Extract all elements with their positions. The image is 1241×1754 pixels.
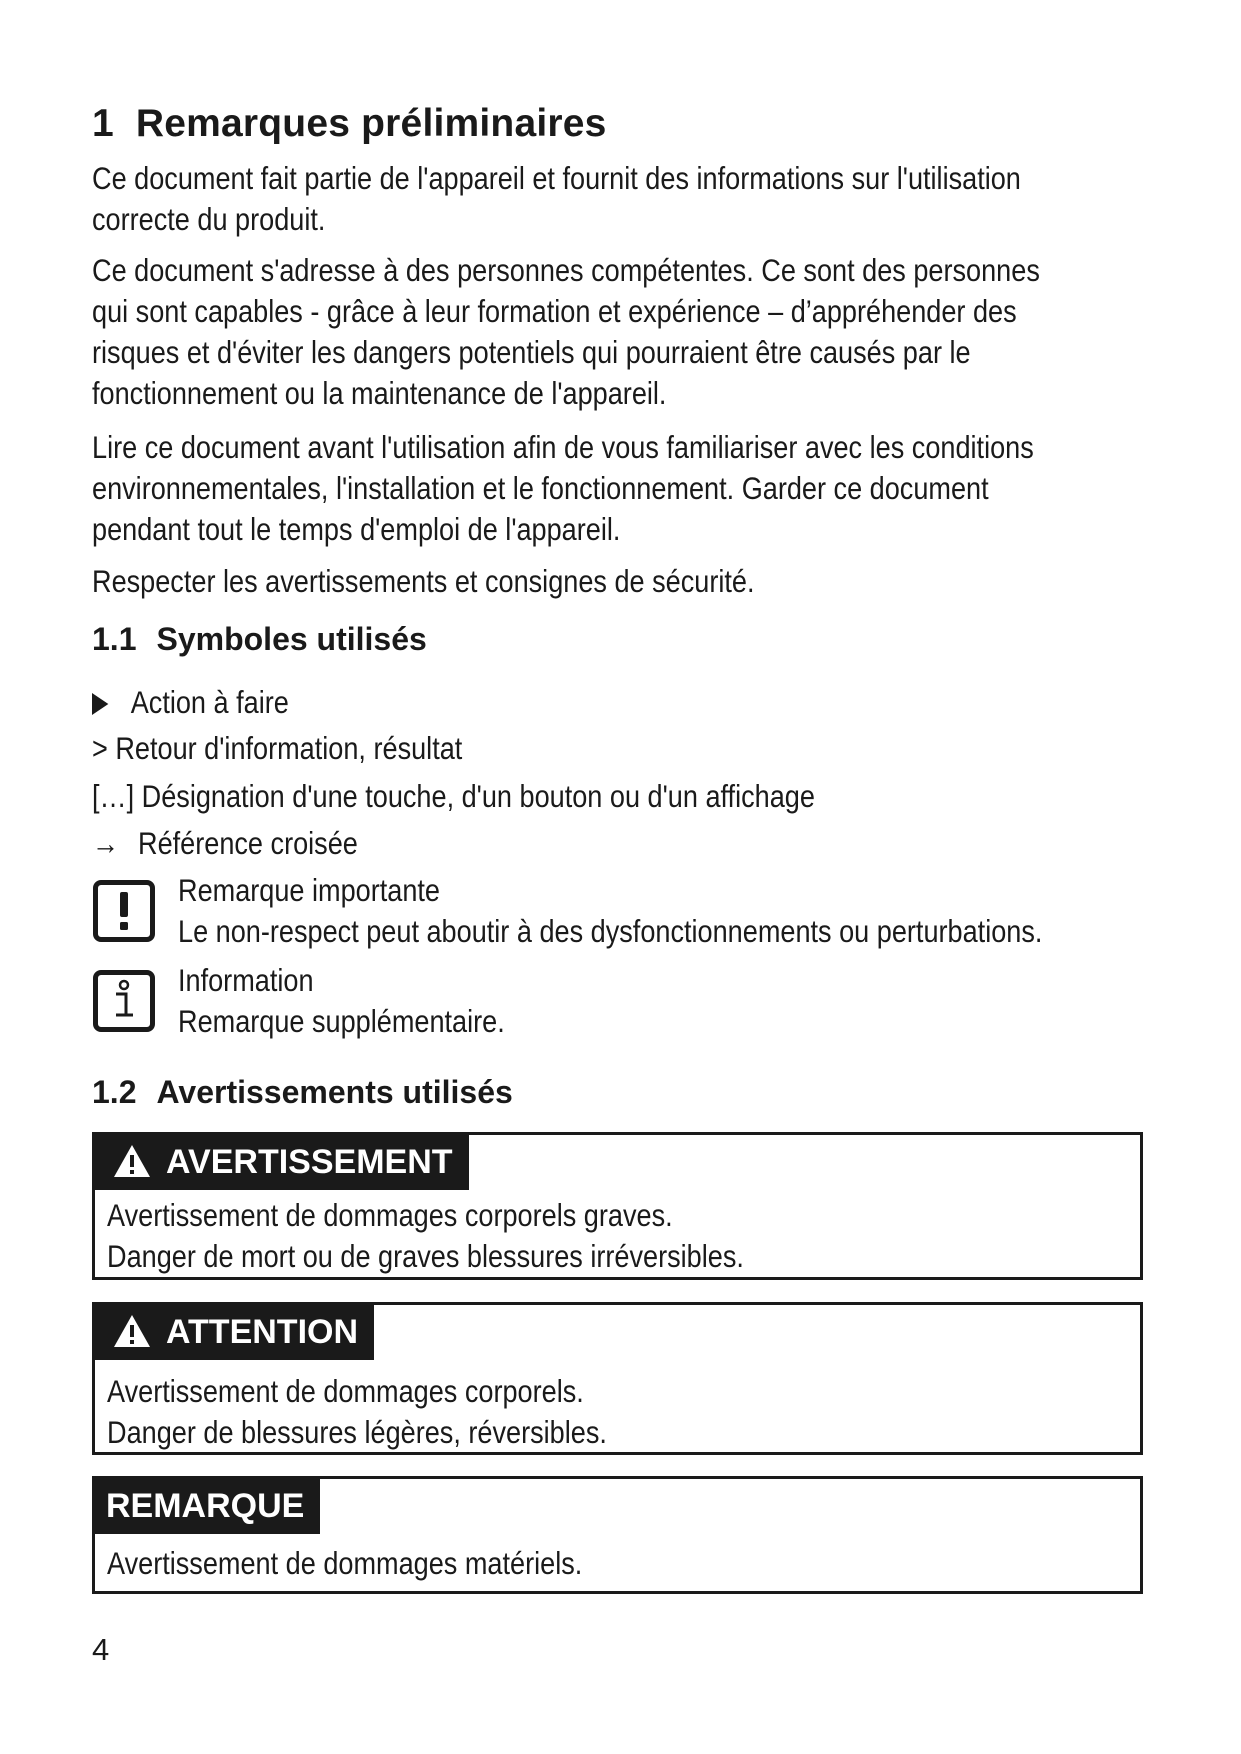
warning-triangle-icon bbox=[112, 1313, 152, 1349]
text-line: Danger de blessures légères, réversibles. bbox=[107, 1414, 607, 1450]
text-line: risques et d'éviter les dangers potentiels qui pourraient être causés par le bbox=[92, 334, 971, 370]
information-note bbox=[178, 960, 505, 1042]
text-line: qui sont capables - grâce à leur formation et expérience – d’appréhender des bbox=[92, 293, 1017, 329]
paragraph-3 bbox=[92, 427, 1034, 550]
section-1-1-heading bbox=[92, 621, 427, 658]
section-1-2-heading bbox=[92, 1074, 513, 1111]
warning-text bbox=[107, 1371, 607, 1453]
warning-label bbox=[92, 1302, 374, 1360]
page-number: 4 bbox=[92, 1632, 110, 1667]
text-line: correcte du produit. bbox=[92, 201, 326, 237]
play-triangle-icon bbox=[92, 693, 108, 715]
important-note-title: Remarque importante bbox=[178, 872, 441, 908]
info-icon bbox=[93, 970, 155, 1032]
warning-box-remarque bbox=[92, 1476, 1143, 1594]
text-line: Ce document s'adresse à des personnes compétentes. Ce sont des personnes bbox=[92, 252, 1040, 288]
text-line: Respecter les avertissements et consignes de sécurité. bbox=[92, 563, 755, 599]
symbol-crossref bbox=[92, 823, 358, 864]
warning-label-text: ATTENTION bbox=[166, 1313, 359, 1351]
warning-box-avertissement bbox=[92, 1132, 1143, 1280]
section-title: Symboles utilisés bbox=[156, 621, 427, 657]
warning-label bbox=[92, 1476, 320, 1534]
warning-text bbox=[107, 1195, 744, 1277]
symbol-crossref-text: Référence croisée bbox=[138, 825, 358, 861]
right-arrow-icon: → bbox=[92, 825, 120, 861]
symbol-feedback bbox=[92, 728, 462, 769]
text-line: Avertissement de dommages corporels graves. bbox=[107, 1197, 673, 1233]
warning-label-text: AVERTISSEMENT bbox=[166, 1143, 453, 1181]
section-number: 1.1 bbox=[92, 621, 137, 657]
warning-label-text: REMARQUE bbox=[106, 1487, 305, 1525]
warning-box-attention bbox=[92, 1302, 1143, 1455]
symbol-feedback-text: > Retour d'information, résultat bbox=[92, 730, 463, 766]
symbol-action-text: Action à faire bbox=[130, 684, 289, 720]
text-line: Lire ce document avant l'utilisation afin de vous familiariser avec les conditions bbox=[92, 429, 1034, 465]
paragraph-2 bbox=[92, 250, 1040, 414]
exclamation-icon bbox=[93, 880, 155, 942]
text-line: Ce document fait partie de l'appareil et fournit des informations sur l'utilisation bbox=[92, 160, 1021, 196]
text-line: Avertissement de dommages corporels. bbox=[107, 1373, 584, 1409]
section-number: 1 bbox=[92, 102, 114, 145]
symbol-action bbox=[92, 682, 289, 723]
important-note-text: Le non-respect peut aboutir à des dysfonctionnements ou perturbations. bbox=[178, 913, 1043, 949]
information-note-text: Remarque supplémentaire. bbox=[178, 1003, 505, 1039]
symbol-designation-text: […] Désignation d'une touche, d'un bouton ou d'un affichage bbox=[92, 778, 815, 814]
text-line: Danger de mort ou de graves blessures irréversibles. bbox=[107, 1238, 744, 1274]
warning-label bbox=[92, 1132, 469, 1190]
text-line: Avertissement de dommages matériels. bbox=[107, 1545, 583, 1581]
warning-triangle-icon bbox=[112, 1143, 152, 1179]
paragraph-1 bbox=[92, 158, 1021, 240]
warning-text bbox=[107, 1543, 582, 1584]
section-number: 1.2 bbox=[92, 1074, 137, 1110]
paragraph-4 bbox=[92, 561, 995, 602]
information-note-title: Information bbox=[178, 962, 314, 998]
text-line: pendant tout le temps d'emploi de l'appareil. bbox=[92, 511, 621, 547]
section-1-heading bbox=[92, 102, 607, 146]
section-title: Avertissements utilisés bbox=[156, 1074, 513, 1110]
important-note bbox=[178, 870, 1042, 952]
symbol-designation bbox=[92, 776, 815, 817]
text-line: environnementales, l'installation et le fonctionnement. Garder ce document bbox=[92, 470, 989, 506]
section-title: Remarques préliminaires bbox=[135, 102, 607, 145]
text-line: fonctionnement ou la maintenance de l'appareil. bbox=[92, 375, 667, 411]
